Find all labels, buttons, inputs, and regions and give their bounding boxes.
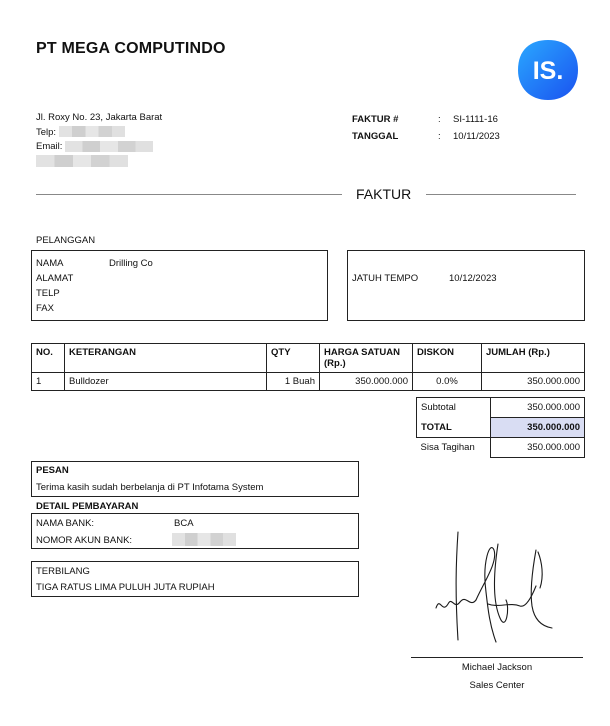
item-unit-price: 350.000.000 <box>320 373 413 391</box>
item-qty: 1 Buah <box>267 373 320 391</box>
customer-name-label: NAMA <box>36 258 64 269</box>
subtotal-row <box>417 398 585 418</box>
company-phone <box>36 126 162 141</box>
header-no: NO. <box>32 344 65 373</box>
total-label: TOTAL <box>417 418 491 438</box>
items-table <box>31 343 585 391</box>
bank-name: BCA <box>174 518 194 529</box>
item-discount: 0.0% <box>413 373 482 391</box>
redacted-email <box>65 141 153 152</box>
signatory-name: Michael Jackson <box>461 662 533 673</box>
phone-label: Telp: <box>36 126 57 138</box>
redacted-bank-account <box>172 533 236 546</box>
company-logo <box>516 38 580 102</box>
customer-phone-label: TELP <box>36 288 60 299</box>
message-text: Terima kasih sudah berbelanja di PT Infotama System <box>36 482 264 493</box>
signature <box>428 522 580 652</box>
logo-text: IS. <box>532 57 564 85</box>
header-unit-price-line1: HARGA SATUAN <box>324 347 400 358</box>
header-description: KETERANGAN <box>65 344 267 373</box>
subtotal-value: 350.000.000 <box>491 398 585 418</box>
invoice-number: SI-1111-16 <box>453 114 498 125</box>
company-email <box>36 140 162 155</box>
invoice-number-row <box>352 111 500 128</box>
item-description: Bulldozer <box>65 373 267 391</box>
payment-box <box>31 513 359 549</box>
totals-table <box>416 397 585 458</box>
amount-in-words-box <box>31 561 359 597</box>
header-unit-price-line2: (Rp.) <box>324 358 346 369</box>
item-no: 1 <box>32 373 65 391</box>
company-address: Jl. Roxy No. 23, Jakarta Barat <box>36 112 163 123</box>
company-contact <box>36 111 162 169</box>
title-rule-right <box>426 194 576 195</box>
bank-name-label: NAMA BANK: <box>36 518 95 529</box>
separator: : <box>438 131 441 142</box>
invoice-date: 10/11/2023 <box>453 131 500 142</box>
invoice-meta <box>352 111 500 145</box>
header-unit-price <box>320 344 413 373</box>
header-discount: DISKON <box>413 344 482 373</box>
subtotal-label: Subtotal <box>417 398 491 418</box>
items-header-row <box>32 344 585 373</box>
amount-in-words-label: TERBILANG <box>36 566 90 577</box>
separator: : <box>438 114 441 125</box>
balance-row <box>417 438 585 458</box>
customer-fax-label: FAX <box>36 303 54 314</box>
message-label: PESAN <box>36 465 69 476</box>
customer-address-label: ALAMAT <box>36 273 74 284</box>
title-rule-left <box>36 194 342 195</box>
due-box <box>347 250 585 321</box>
signature-line <box>411 657 583 658</box>
invoice-number-label: FAKTUR # <box>352 114 399 125</box>
total-value: 350.000.000 <box>491 418 585 438</box>
signatory-role: Sales Center <box>469 680 525 691</box>
balance-label: Sisa Tagihan <box>420 442 475 454</box>
customer-section-label: PELANGGAN <box>36 235 96 246</box>
redacted-contact-line <box>36 155 128 167</box>
company-name: PT MEGA COMPUTINDO <box>36 40 226 57</box>
customer-name: Drilling Co <box>109 258 153 269</box>
header-qty: QTY <box>267 344 320 373</box>
payment-title: DETAIL PEMBAYARAN <box>36 501 139 512</box>
email-label: Email: <box>36 141 63 152</box>
bank-account-label: NOMOR AKUN BANK: <box>36 535 133 546</box>
due-date: 10/12/2023 <box>449 273 497 284</box>
due-date-label: JATUH TEMPO <box>352 273 419 284</box>
balance-value: 350.000.000 <box>491 438 585 458</box>
message-box <box>31 461 359 497</box>
invoice-date-row <box>352 128 500 145</box>
table-row <box>32 373 585 391</box>
invoice-date-label: TANGGAL <box>352 131 399 142</box>
document-title: FAKTUR <box>356 186 412 202</box>
total-row <box>417 418 585 438</box>
amount-in-words-text: TIGA RATUS LIMA PULUH JUTA RUPIAH <box>36 582 215 593</box>
item-amount: 350.000.000 <box>482 373 585 391</box>
header-amount: JUMLAH (Rp.) <box>482 344 585 373</box>
redacted-phone <box>59 126 125 137</box>
customer-box <box>31 250 328 321</box>
